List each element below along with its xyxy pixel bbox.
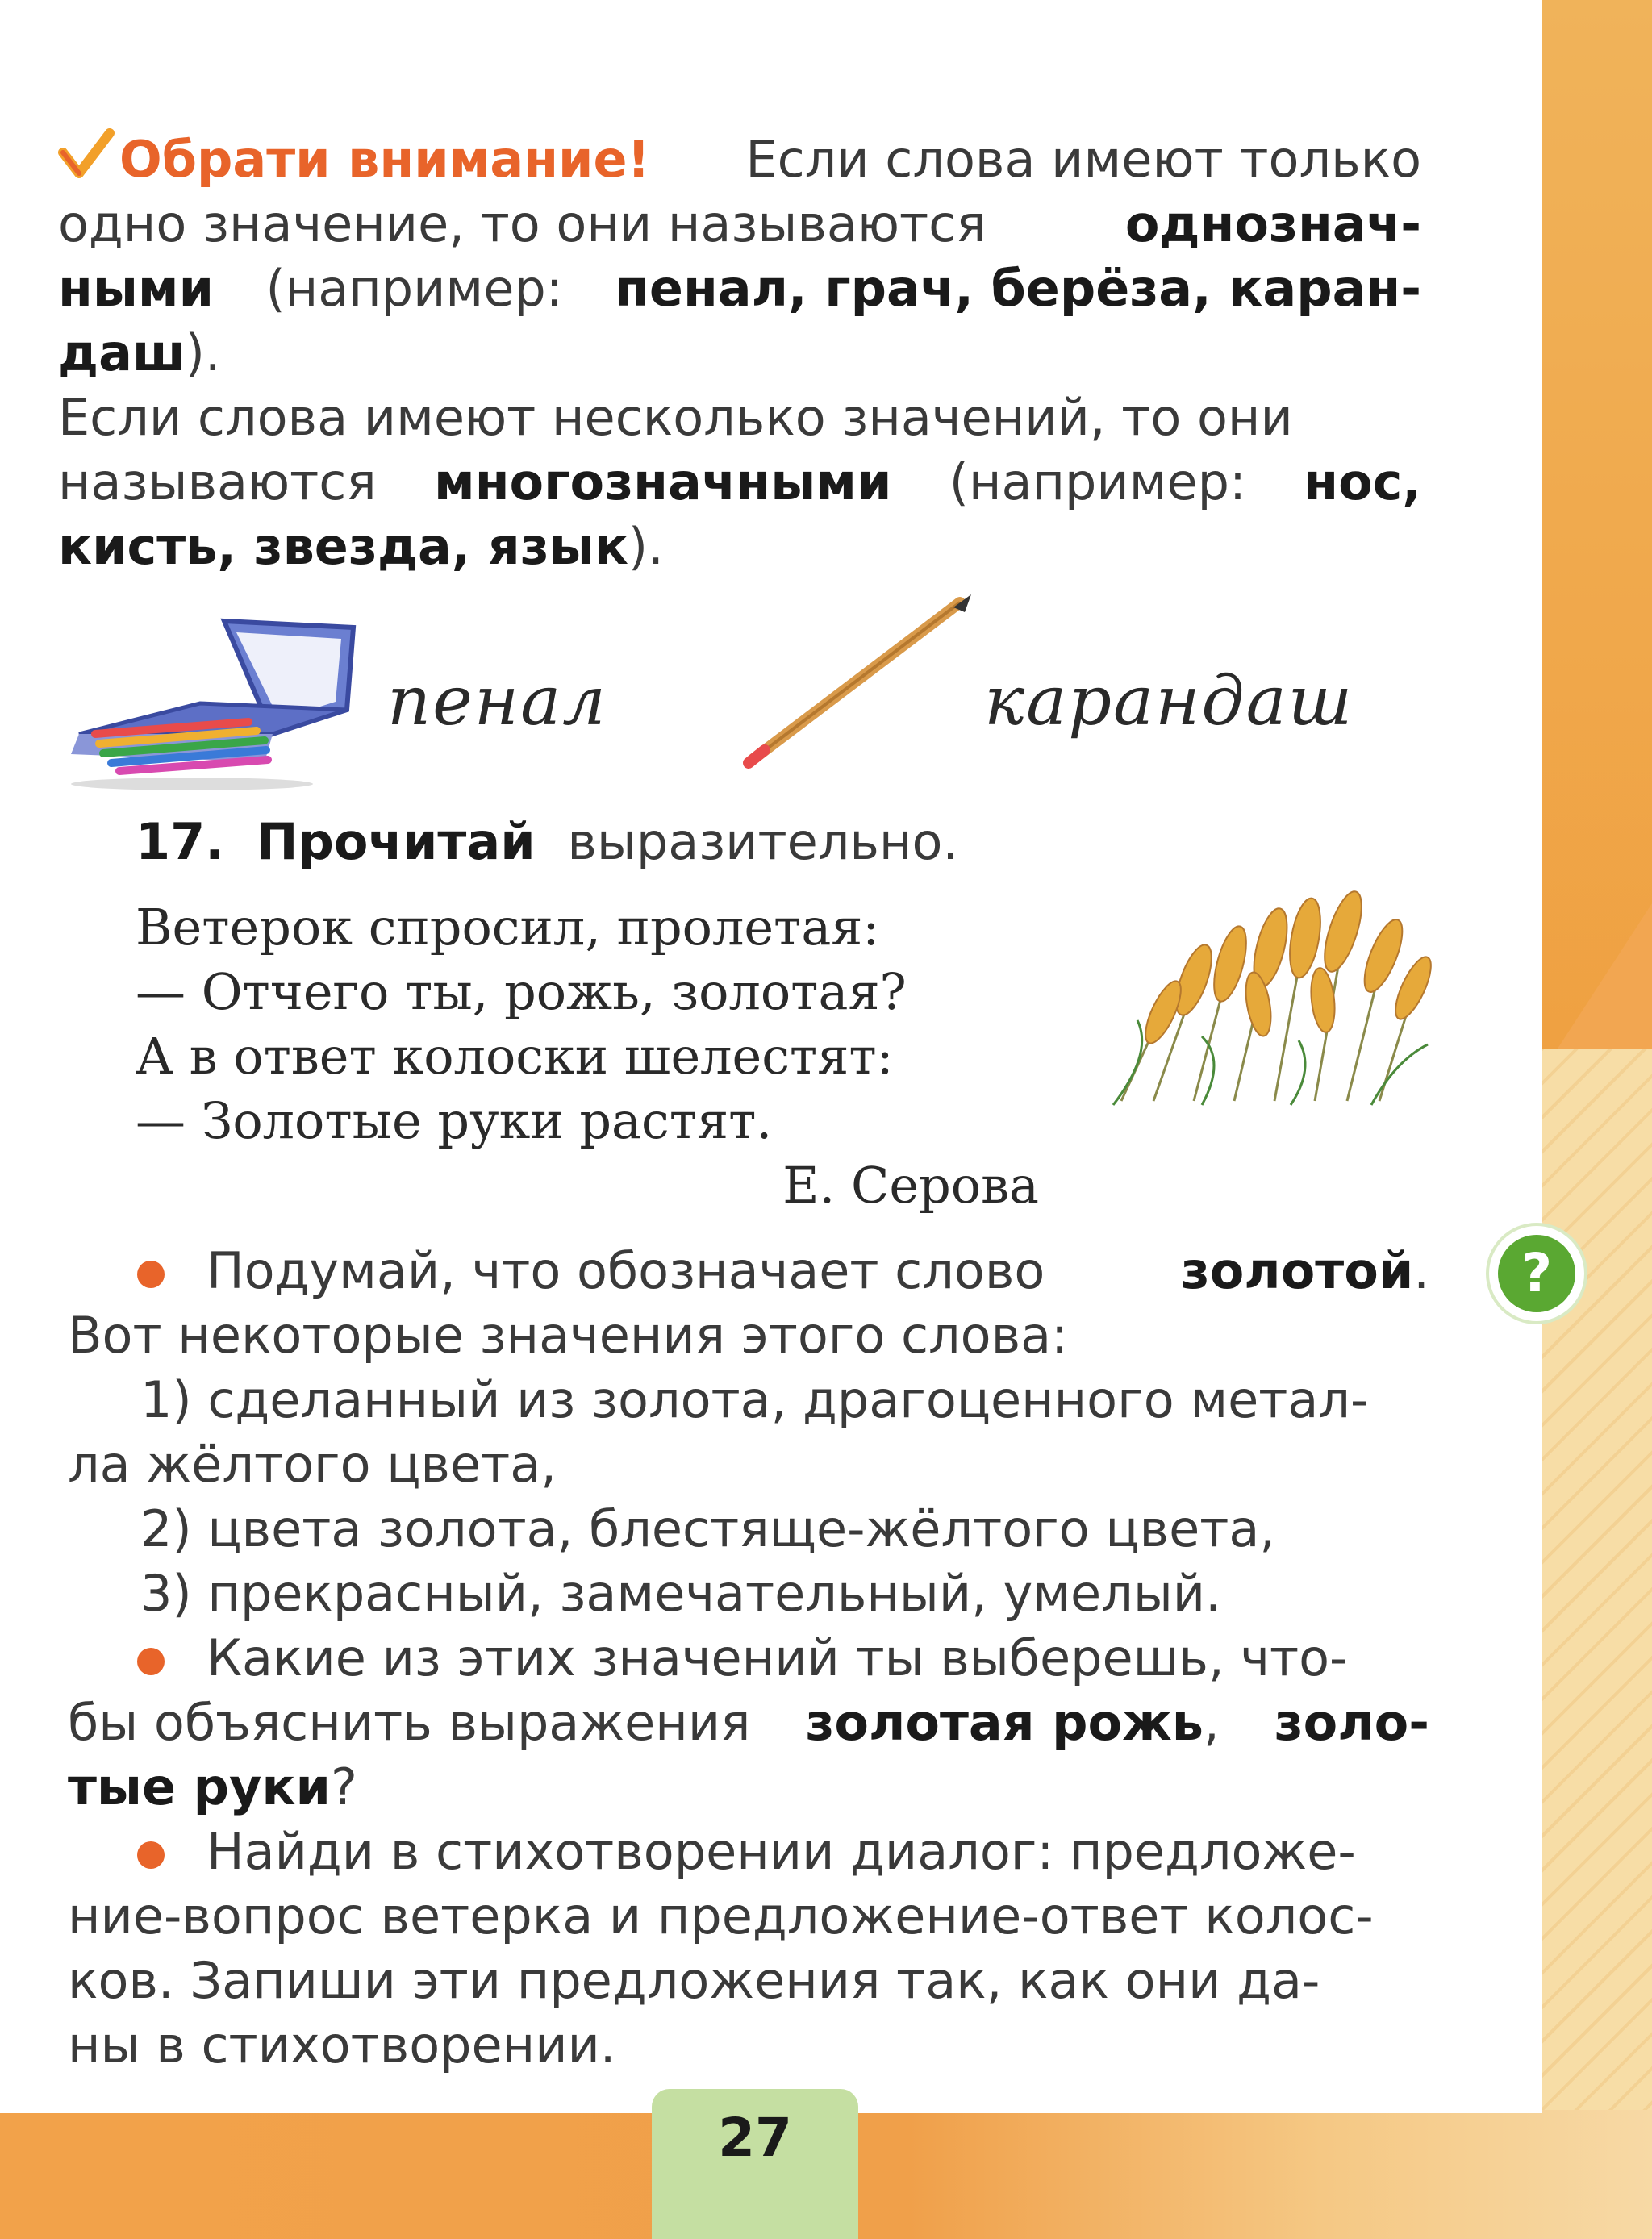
phrase-bold: золотая рожь xyxy=(805,1693,1204,1752)
meaning-2-text: 2) цвета золота, блестяще-жёлтого цвета, xyxy=(140,1499,1276,1558)
handwritten-word-text: пенал xyxy=(387,661,607,740)
bullet-icon xyxy=(137,1261,165,1288)
phrase-zolotaya-rozh xyxy=(805,1691,1219,1755)
bullet-icon xyxy=(137,1648,165,1675)
q3-text-end: ны в стихотворении. xyxy=(68,2016,616,2074)
meaning-1-cont: ла жёлтого цвета, xyxy=(68,1435,557,1494)
question-mark: ? xyxy=(1498,1235,1575,1312)
q3-prompt: Найди в стихотворении диалог: предложе- xyxy=(206,1822,1356,1881)
page-number: 27 xyxy=(718,2107,792,2169)
note-text: называются xyxy=(58,452,377,511)
note-line-7 xyxy=(58,515,1421,579)
poem-author: Е. Серова xyxy=(782,1156,1039,1215)
note-text: (например: xyxy=(265,259,563,318)
note-text: Если слова имеют только xyxy=(745,130,1421,189)
task-17-title xyxy=(136,810,958,874)
q2-line-1 xyxy=(68,1626,1429,1691)
note-heading-text: Обрати внимание! xyxy=(119,130,650,189)
rye-ears-image xyxy=(1105,867,1444,1109)
term-polysemous: многозначными xyxy=(434,452,892,511)
q3-text-cont: ние-вопрос ветерка и предложение-ответ колос- xyxy=(68,1887,1374,1945)
handwritten-word-text: карандаш xyxy=(984,661,1354,740)
note-line-4 xyxy=(58,321,1421,386)
example-polysemous: нос, xyxy=(1304,452,1421,511)
q3-text xyxy=(137,1820,1356,1884)
meaning-3 xyxy=(68,1561,1429,1626)
meaning-1: 1) сделанный из золота, драгоценного метал- xyxy=(140,1370,1369,1429)
phrase-zolotye-ruki: тые руки xyxy=(68,1757,331,1816)
q1-line-1 xyxy=(68,1239,1429,1303)
task-number: 17. xyxy=(136,812,224,871)
note-text: (например: xyxy=(949,452,1246,511)
note-text: одно значение, то они называются xyxy=(58,194,987,253)
q1-punct: . xyxy=(1413,1241,1429,1300)
q1-line-2 xyxy=(68,1303,1429,1368)
term-monosemous: однознач- xyxy=(1124,194,1421,253)
questions-section xyxy=(68,1239,1429,2078)
meaning-1-line-1 xyxy=(68,1368,1429,1432)
phrase-zolotye-start: золо- xyxy=(1274,1693,1429,1752)
meaning-3-text: 3) прекрасный, замечательный, умелый. xyxy=(140,1564,1221,1623)
attention-note xyxy=(58,127,1421,579)
poem-line: А в ответ колоски шелестят: xyxy=(136,1027,894,1086)
q2-text xyxy=(137,1626,1347,1691)
checkmark-icon xyxy=(58,128,115,185)
q3-text-cont: ков. Запиши эти предложения так, как они да- xyxy=(68,1951,1320,2010)
q1-word-wrap xyxy=(1181,1239,1429,1303)
note-text: ). xyxy=(185,323,221,382)
q3-line-1 xyxy=(68,1820,1429,1884)
note-line-3 xyxy=(58,256,1421,321)
poem-line: — Отчего ты, рожь, золотая? xyxy=(136,962,907,1021)
note-line-6 xyxy=(58,450,1421,515)
meaning-2 xyxy=(68,1497,1429,1561)
poem xyxy=(136,895,1039,1218)
examples-monosemous: пенал, грач, берёза, каран- xyxy=(615,259,1421,318)
q1-text xyxy=(137,1239,1045,1303)
note-line-1 xyxy=(58,127,1421,192)
q2-line-2 xyxy=(68,1691,1429,1755)
q2-prompt: Какие из этих значений ты выберешь, что- xyxy=(206,1628,1348,1687)
handwritten-word-karandash xyxy=(984,661,1354,740)
note-line-5 xyxy=(58,386,1421,450)
task-verb: Прочитай xyxy=(256,812,536,871)
q3-line-2 xyxy=(68,1884,1429,1949)
q3-line-3 xyxy=(68,1949,1429,2013)
pencil-image xyxy=(742,593,976,770)
q1-intro: Вот некоторые значения этого слова: xyxy=(68,1306,1069,1365)
q1-prompt: Подумай, что обозначает слово xyxy=(206,1241,1045,1300)
q2-line-3 xyxy=(68,1755,1429,1820)
pencil-case-image xyxy=(63,613,361,790)
task-instruction: выразительно. xyxy=(567,812,959,871)
word-zolotoy: золотой xyxy=(1180,1241,1414,1300)
note-heading xyxy=(58,127,650,192)
q2-punct: , xyxy=(1204,1693,1220,1752)
poem-line: — Золотые руки растят. xyxy=(136,1091,773,1150)
poem-line: Ветерок спросил, пролетая: xyxy=(136,898,880,957)
note-text: Если слова имеют несколько значений, то они xyxy=(58,388,1293,447)
q3-line-4 xyxy=(68,2013,1429,2078)
note-line-2 xyxy=(58,192,1421,256)
example-end: даш xyxy=(58,323,186,382)
q2-text-cont: бы объяснить выражения xyxy=(68,1693,751,1752)
q2-question-mark: ? xyxy=(330,1757,357,1816)
question-badge-icon xyxy=(1489,1226,1584,1321)
bullet-icon xyxy=(137,1841,165,1869)
note-text: ). xyxy=(628,517,664,576)
handwritten-word-penal xyxy=(387,661,607,740)
meaning-1-line-2 xyxy=(68,1432,1429,1497)
examples-polysemous: кисть, звезда, язык xyxy=(58,517,628,576)
term-monosemous-end: ными xyxy=(58,259,215,318)
